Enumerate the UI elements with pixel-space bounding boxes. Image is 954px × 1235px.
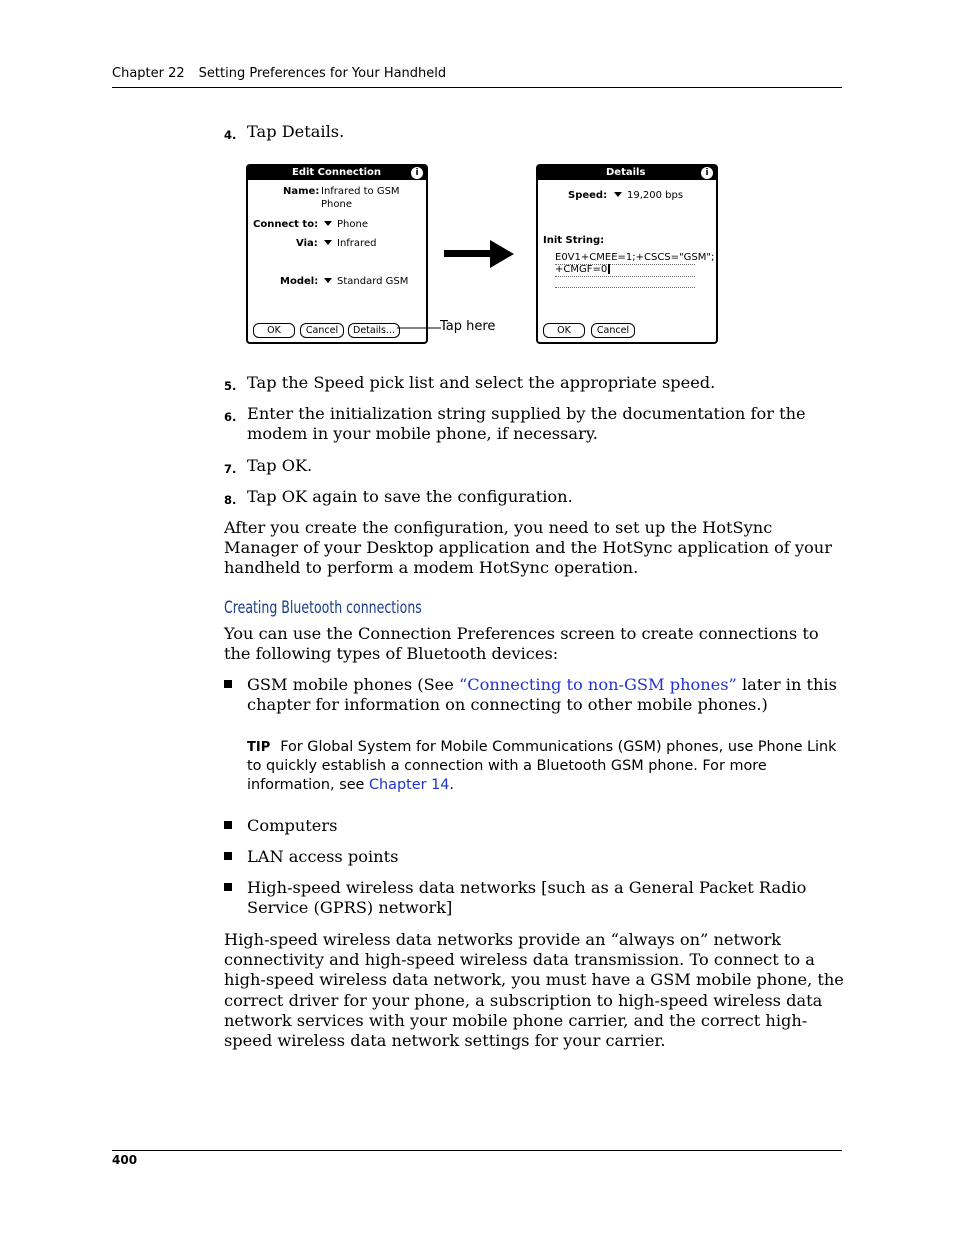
step-7 <box>224 456 844 476</box>
init-string-underline <box>555 276 695 277</box>
text-cursor <box>608 264 610 274</box>
step-4 <box>224 122 844 142</box>
details-titlebar <box>538 166 716 180</box>
chapter-label: Chapter 22 <box>112 66 185 81</box>
after-configuration-paragraph: After you create the configuration, you need to set up the HotSync Manager of your Desktop application and the HotSync application of your handheld to perform a modem HotSync operation. <box>224 518 832 578</box>
step-text: Enter the initialization string supplied by the documentation for the modem in your mobile phone, if necessary. <box>247 404 806 443</box>
init-string-underline <box>555 287 695 288</box>
chevron-down-icon <box>614 192 622 197</box>
connecting-non-gsm-link[interactable]: “Connecting to non-GSM phones” <box>458 675 737 694</box>
step-number: 4. <box>224 128 237 142</box>
init-string-line2[interactable]: +CMGF=0 <box>555 264 610 275</box>
details-button[interactable]: Details... <box>348 323 400 338</box>
step-number: 6. <box>224 410 237 424</box>
tip-label: TIP <box>247 740 271 755</box>
tip-note: TIP For Global System for Mobile Communications (GSM) phones, use Phone Link to quickly establish a connection with a Bluetooth GSM phone. For more information, see Chapter 14. <box>247 739 837 793</box>
step-number: 7. <box>224 462 237 476</box>
name-label: Name: <box>283 186 320 197</box>
closing-paragraph: High-speed wireless data networks provide an “always on” network connectivity and high-speed wireless data transmission. To connect to a high-speed wireless data network, you must have a GSM mobile phone, the correct driver for your phone, a subscription to high-speed wireless data network services with your mobile phone carrier, and the correct high-speed wireless data network settings for your carrier. <box>224 930 844 1051</box>
chevron-down-icon <box>324 221 332 226</box>
bullet-icon <box>224 821 232 829</box>
tip-text: For Global System for Mobile Communications (GSM) phones, use Phone Link to quickly establish a connection with a Bluetooth GSM phone. For more information, see <box>247 739 837 793</box>
bullet-high-speed-networks <box>224 878 844 918</box>
via-label: Via: <box>296 238 318 249</box>
model-picklist[interactable]: Standard GSM <box>324 276 408 287</box>
bullet-lan-access-points <box>224 847 844 867</box>
bullet-gsm-phones <box>224 675 844 715</box>
model-label: Model: <box>280 276 319 287</box>
init-string-line1[interactable]: E0V1+CMEE=1;+CSCS="GSM"; <box>555 252 715 263</box>
step-number: 5. <box>224 379 237 393</box>
bullet-text: GSM mobile phones (See “Connecting to non-GSM phones” later in this chapter for information on connecting to other mobile phones.) <box>247 675 837 715</box>
callout-label: Tap here <box>440 319 496 334</box>
step-text: Tap Details. <box>247 122 345 141</box>
bullet-text: LAN access points <box>247 847 399 866</box>
step-text: Tap the Speed pick list and select the appropriate speed. <box>247 373 716 392</box>
speed-label: Speed: <box>568 190 608 201</box>
header-rule <box>112 87 842 88</box>
via-picklist[interactable]: Infrared <box>324 238 376 249</box>
chevron-down-icon <box>324 278 332 283</box>
bullet-icon <box>224 852 232 860</box>
page-number: 400 <box>112 1153 138 1167</box>
step-text: Tap OK. <box>247 456 313 475</box>
connect-to-picklist[interactable]: Phone <box>324 219 368 230</box>
name-value-line1: Infrared to GSM <box>321 186 400 197</box>
footer-rule <box>112 1150 842 1151</box>
step-text: Tap OK again to save the configuration. <box>247 487 573 506</box>
edit-connection-screen <box>246 164 428 344</box>
bullet-text: High-speed wireless data networks [such as a General Packet Radio Service (GPRS) network] <box>247 878 807 918</box>
section-intro: You can use the Connection Preferences screen to create connections to the following types of Bluetooth devices: <box>224 624 819 664</box>
chevron-down-icon <box>324 240 332 245</box>
info-icon[interactable]: i <box>701 167 713 179</box>
running-header <box>112 66 446 81</box>
bullet-text: Computers <box>247 816 338 835</box>
info-icon[interactable]: i <box>411 167 423 179</box>
step-8 <box>224 487 844 507</box>
step-5 <box>224 373 844 393</box>
screen-title: Edit Connection <box>292 167 382 178</box>
cancel-button[interactable]: Cancel <box>591 323 635 338</box>
step-6 <box>224 404 844 444</box>
init-string-label: Init String: <box>543 235 605 246</box>
edit-connection-titlebar <box>248 166 426 180</box>
name-value-line2: Phone <box>321 199 352 210</box>
connect-to-label: Connect to: <box>253 219 319 230</box>
bullet-icon <box>224 680 232 688</box>
arrow-right-icon <box>444 238 518 270</box>
section-heading: Creating Bluetooth connections <box>224 598 422 618</box>
bullet-computers <box>224 816 844 836</box>
details-screen <box>536 164 718 344</box>
screen-title: Details <box>606 167 646 178</box>
chapter-title: Setting Preferences for Your Handheld <box>198 66 447 81</box>
speed-picklist[interactable]: 19,200 bps <box>614 190 683 201</box>
ok-button[interactable]: OK <box>543 323 585 338</box>
callout-leader-line <box>395 320 445 332</box>
cancel-button[interactable]: Cancel <box>300 323 344 338</box>
chapter-14-link[interactable]: Chapter 14 <box>368 777 450 793</box>
bullet-icon <box>224 883 232 891</box>
ok-button[interactable]: OK <box>253 323 295 338</box>
step-number: 8. <box>224 493 237 507</box>
